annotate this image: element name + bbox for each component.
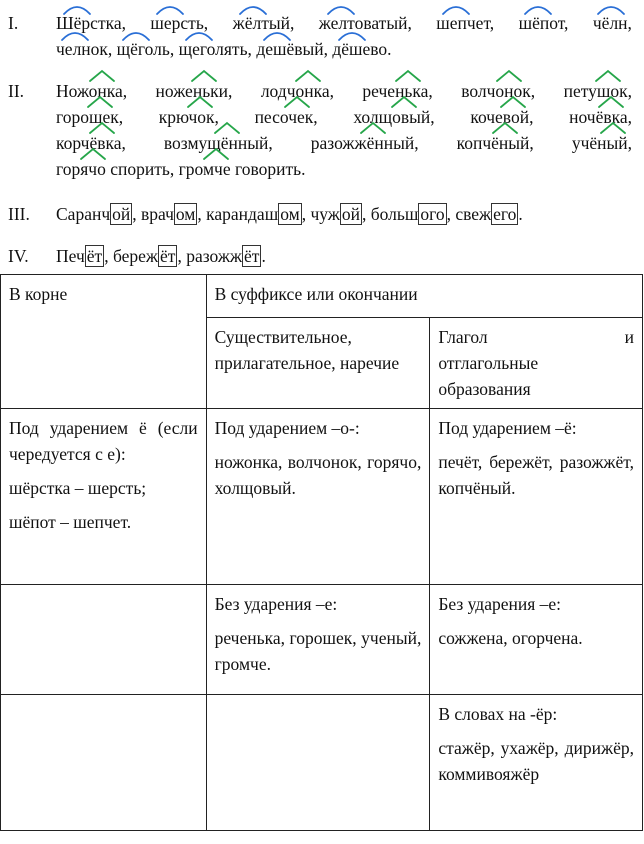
text-line	[56, 78, 632, 104]
subheader-verb-word: Глагол	[438, 327, 488, 347]
noun-unstressed-examples: реченька, горошек, ученый, громче.	[214, 628, 422, 674]
subheader-noun: Существительное, прилагательное, наречие	[214, 327, 400, 373]
text-line	[56, 243, 632, 269]
boxed-ending: ой	[112, 204, 131, 224]
word: Ножонка,	[56, 78, 127, 104]
word: разожжённый,	[311, 130, 419, 156]
suffix-mark	[90, 71, 114, 81]
word-stem: Саранч	[56, 204, 111, 224]
root-arc-mark	[240, 7, 266, 14]
word-stem: .	[518, 204, 523, 224]
verb-stressed-examples: печёт, бережёт, разожжёт, копчёный.	[438, 452, 634, 498]
word: лодчонка,	[261, 78, 334, 104]
suffix-mark	[396, 71, 420, 81]
section-numeral: IV.	[8, 246, 29, 266]
word: ноженьки,	[156, 78, 233, 104]
boxed-ending: ёт	[244, 246, 260, 266]
root-arc-mark	[598, 7, 624, 14]
root-arc-mark	[443, 7, 469, 14]
header-suffix-cell	[206, 275, 642, 318]
word: Шёрстка,	[56, 10, 126, 36]
header-root: В корне	[9, 284, 68, 304]
word-stem: , береж	[104, 246, 159, 266]
word: шёпот,	[519, 10, 569, 36]
er-examples: стажёр, ухажёр, дирижёр, коммивояжёр	[438, 738, 634, 784]
subheader-verb-rest: отглагольные образования	[438, 353, 539, 399]
text-line	[56, 156, 632, 182]
word: волчонок,	[461, 78, 535, 104]
table-header-row	[1, 275, 643, 318]
root-rule-cell	[1, 409, 207, 585]
header-suffix: В суффиксе или окончании	[214, 284, 418, 304]
word: ночёвка,	[569, 104, 632, 130]
word: жёлтый,	[233, 10, 295, 36]
word-stem: , больш	[361, 204, 419, 224]
empty-cell	[1, 695, 207, 831]
verb-unstressed-rule: Без ударения –е:	[438, 594, 562, 614]
verb-stressed-cell	[430, 409, 643, 585]
noun-stressed-rule: Под ударением –о-:	[214, 418, 360, 438]
verb-stressed-rule: Под ударением –ё:	[438, 418, 577, 438]
word: спорить,	[110, 159, 175, 179]
word-stem: .	[261, 246, 266, 266]
word: челнок,	[56, 36, 112, 62]
table-row-unstressed	[1, 585, 643, 695]
word: громче	[179, 156, 231, 182]
word: горячо	[56, 156, 106, 182]
section-lines	[56, 201, 632, 227]
empty-cell	[206, 695, 430, 831]
subheader-verb-line	[438, 324, 634, 350]
boxed-ending: ой	[341, 204, 360, 224]
root-arc-mark	[157, 7, 183, 14]
root-example: шёрстка – шерсть;	[9, 478, 147, 498]
table-row-er	[1, 695, 643, 831]
boxed-ending: ёт	[160, 246, 176, 266]
text-line	[56, 10, 632, 36]
empty-cell	[1, 585, 207, 695]
word-stem: , чуж	[301, 204, 340, 224]
section-numeral: I.	[8, 13, 19, 33]
subheader-noun-cell	[206, 318, 430, 409]
boxed-ending: ого	[420, 204, 445, 224]
noun-unstressed-rule: Без ударения –е:	[214, 594, 338, 614]
word: возмущённый,	[164, 130, 273, 156]
noun-stressed-cell	[206, 409, 430, 585]
boxed-ending: ом	[280, 204, 300, 224]
word: дёшево.	[332, 36, 391, 62]
text-line	[56, 201, 632, 227]
suffix-mark	[296, 71, 320, 81]
word: желтоватый,	[319, 10, 412, 36]
word: крючок,	[159, 104, 219, 130]
word: говорить.	[234, 159, 306, 179]
er-rule: В словах на -ёр:	[438, 704, 558, 724]
word-stem: , карандаш	[197, 204, 279, 224]
word: корчёвка,	[56, 130, 126, 156]
table-row-stressed	[1, 409, 643, 585]
text-line	[56, 104, 632, 130]
rules-table	[0, 274, 643, 831]
word-stem: , свеж	[446, 204, 492, 224]
section-lines	[56, 78, 632, 182]
word: горошек,	[56, 104, 123, 130]
section-lines	[56, 10, 632, 62]
word: кочевой,	[470, 104, 533, 130]
er-words-cell	[430, 695, 643, 831]
root-arc-mark	[525, 7, 551, 14]
section-numeral: III.	[8, 204, 30, 224]
section-numeral: II.	[8, 81, 25, 101]
suffix-mark	[497, 71, 521, 81]
word-stem: , врач	[132, 204, 174, 224]
verb-unstressed-examples: сожжена, огорчена.	[438, 628, 583, 648]
text-line	[56, 130, 632, 156]
word: песочек,	[255, 104, 318, 130]
boxed-ending: ом	[175, 204, 196, 224]
suffix-mark	[596, 71, 620, 81]
header-root-cell	[1, 275, 207, 409]
word: петушок,	[564, 78, 632, 104]
word: холщовый,	[353, 104, 434, 130]
word: дешёвый,	[256, 36, 328, 62]
suffix-mark	[192, 71, 216, 81]
noun-unstressed-cell	[206, 585, 430, 695]
subheader-verb-cell	[430, 318, 643, 409]
root-rule: Под ударением ё (если чередуется с е):	[9, 418, 198, 464]
text-line	[56, 36, 632, 62]
root-example: шёпот – шепчет.	[9, 512, 132, 532]
word: учёный,	[572, 130, 632, 156]
noun-stressed-examples: ножонка, волчонок, горячо, холщовый.	[214, 452, 422, 498]
boxed-ending: ёт	[86, 246, 103, 266]
verb-unstressed-cell	[430, 585, 643, 695]
word: шерсть,	[150, 10, 208, 36]
word: копчёный,	[457, 130, 534, 156]
word: чёлн,	[593, 10, 632, 36]
root-arc-mark	[64, 7, 90, 14]
word: щёголь,	[117, 36, 175, 62]
word-stem: , разожж	[177, 246, 243, 266]
section-lines	[56, 243, 632, 269]
subheader-verb-conj: и	[624, 327, 634, 347]
word: шепчет,	[436, 10, 494, 36]
word: реченька,	[362, 78, 432, 104]
boxed-ending: его	[493, 204, 517, 224]
root-arc-mark	[328, 7, 354, 14]
word-stem: Печ	[56, 246, 85, 266]
word: щеголять,	[179, 36, 252, 62]
